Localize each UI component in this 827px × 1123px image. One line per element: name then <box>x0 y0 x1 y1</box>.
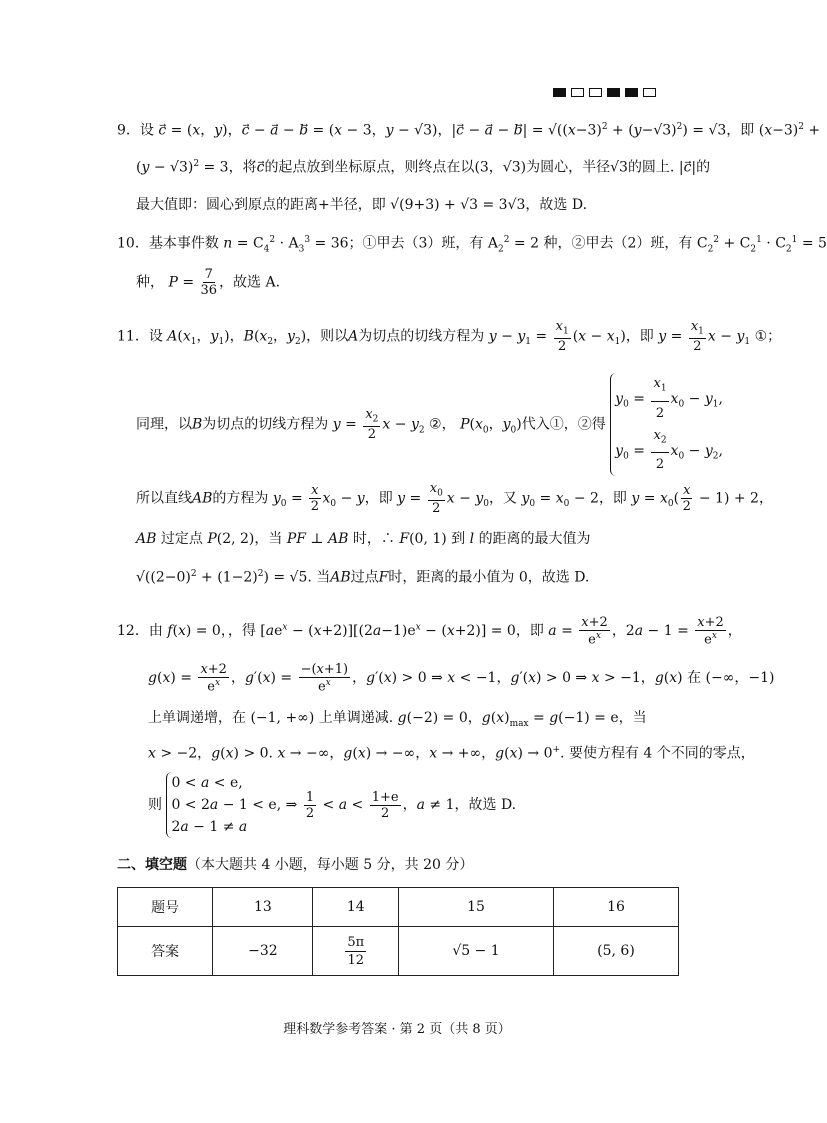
header-label-cell: 题号 <box>118 888 213 927</box>
q12-line2: g(x) = $\frac{x+2}{e^x}$ ，g′(x) = $\frac{-(x+1)}{e^x}$ ，g′(x) > 0 ⇒ x < −1，g′(x) > 0 ⇒ x > −1，g(x) 在 (−∞，−1) <box>148 662 775 695</box>
q12-system: 0 < a < e, 0 < 2a − 1 < e, 2a − 1 ≠ a <box>166 772 281 838</box>
section-title: 二、填空题 <box>117 857 187 873</box>
answer-cell <box>313 927 399 976</box>
q9-line3: 最大值即：圆心到原点的距离+半径，即 √(9+3) + √3 = 3√3，故选 D. <box>136 197 588 213</box>
q9-line2: $(y - √3)^2 = 3$，将c的起点放到坐标原点，则终点在以(3，√3)为圆心，半径√3的圆上. |c⃗|的 <box>136 159 711 176</box>
marker-square <box>571 88 584 97</box>
marker-square <box>553 88 566 97</box>
marker-square <box>625 88 638 97</box>
section-note: （本大题共 4 小题，每小题 5 分，共 20 分） <box>187 857 474 873</box>
answer-table <box>117 887 679 976</box>
q10-line1: 10．基本事件数 $n = C_4^2 \cdot A_3^3 = 36$；①甲去（3）班，有 $A_2^2 = 2$ 种，②甲去（2）班，有 $C_2^2 + C_2^1 \cdot C_2^1 = 5$ <box>117 235 827 255</box>
q11-line1: 11．设 $A(x_1$，$y_1$)，$B(x_2$，$y_2$)，则以A为切点的切线方程为 $y - y_1$ = $\frac{x_1}{2}$ $(x - x_1)$，即 y = $\frac{x_1}{2}$ $x - y_1$ ①； <box>117 319 782 354</box>
q11-line4: AB 过定点 P(2, 2)，当 PF ⊥ AB 时，∴ F(0, 1) 到 l 的距离的最大值为 <box>136 531 591 547</box>
q12-line3: 上单调递增，在 (−1, +∞) 上单调递减. g(−2) = 0，$g(x)_{max} = g(-1) = e$，当 <box>148 710 647 729</box>
q12-line1: 12．由 f(x) = 0，，得 $[ae^x - (x+2)][(2a-1)e^x - (x+2)] = 0$，即 a = $\frac{x+2}{e^x}$ ，2a − 1 = $\frac{x+2}{e^x}$ ， <box>117 615 742 648</box>
q12-line4: x > −2，g(x) > 0. x → −∞，g(x) → −∞，x → +∞，g(x) → 0+. 要使方程有 4 个不同的零点， <box>148 745 755 762</box>
marker-square <box>589 88 602 97</box>
number-cell: 15 <box>399 888 554 927</box>
q11-system: $y_0$ = $\frac{x_1}{2}$ $x_0 - y_1$, $y_0$ = $\frac{x_2}{2}$ $x_0 - y_2$, <box>610 373 723 476</box>
q10-line2: 种， P = $\frac{7}{36}$ ，故选 A. <box>136 267 281 298</box>
page-marker-squares <box>553 88 656 97</box>
q12-line5: 则 0 < a < e, 0 < 2a − 1 < e, 2a − 1 ≠ a ⇒ $\frac{1}{2}$ < a < $\frac{1+e}{2}$ ，a ≠ 1，故选 D. <box>148 772 516 838</box>
q9-line1: 9．设 c⃗ = (x，y)，c⃗ − a⃗ − b⃗ = (x − 3，y − √3)，|c⃗ − a⃗ − b⃗| = $√((x-3)^2 + (y-√3)^2) = √3$，即 $(x-3)^2$ + <box>117 122 821 139</box>
answer-cell: (5, 6) <box>553 927 678 976</box>
table-row <box>118 927 679 976</box>
number-cell: 16 <box>553 888 678 927</box>
answer-14: $\frac{5\pi}{12}$ <box>347 934 365 968</box>
number-cell: 13 <box>213 888 313 927</box>
q11-line3: 所以直线AB的方程为 $y_0$ = $\frac{x}{2}$ $x_0 - y$，即 y = $\frac{x_0}{2}$ $x - y_0$，又 $y_0 = x_0 - 2$，即 $y = x_0$( $\frac{x}{2}$ − 1) + 2， <box>136 481 773 516</box>
section-heading <box>117 858 473 872</box>
table-row <box>118 888 679 927</box>
page-footer: 理科数学参考答案 · 第 2 页（共 8 页） <box>283 1022 511 1037</box>
q11-line2: 同理，以B为切点的切线方程为 y = $\frac{x_2}{2}$ $x - y_2$ ②， $P(x_0$，$y_0$)代入①，②得 $y_0$ = $\frac{x_1}{2}$ $x_0 - y_1$, $y_0$ = $\frac{x_2}{2}$ $x_0 - y_2$, <box>136 373 723 476</box>
answer-cell: −32 <box>213 927 313 976</box>
answer-cell: √5 − 1 <box>399 927 554 976</box>
answer-label-cell: 答案 <box>118 927 213 976</box>
marker-square <box>607 88 620 97</box>
number-cell: 14 <box>313 888 399 927</box>
q11-line5: $√((2-0)^2 + (1-2)^2) = √5$. 当AB过点F时，距离的最小值为 0，故选 D. <box>136 569 590 586</box>
marker-square <box>643 88 656 97</box>
